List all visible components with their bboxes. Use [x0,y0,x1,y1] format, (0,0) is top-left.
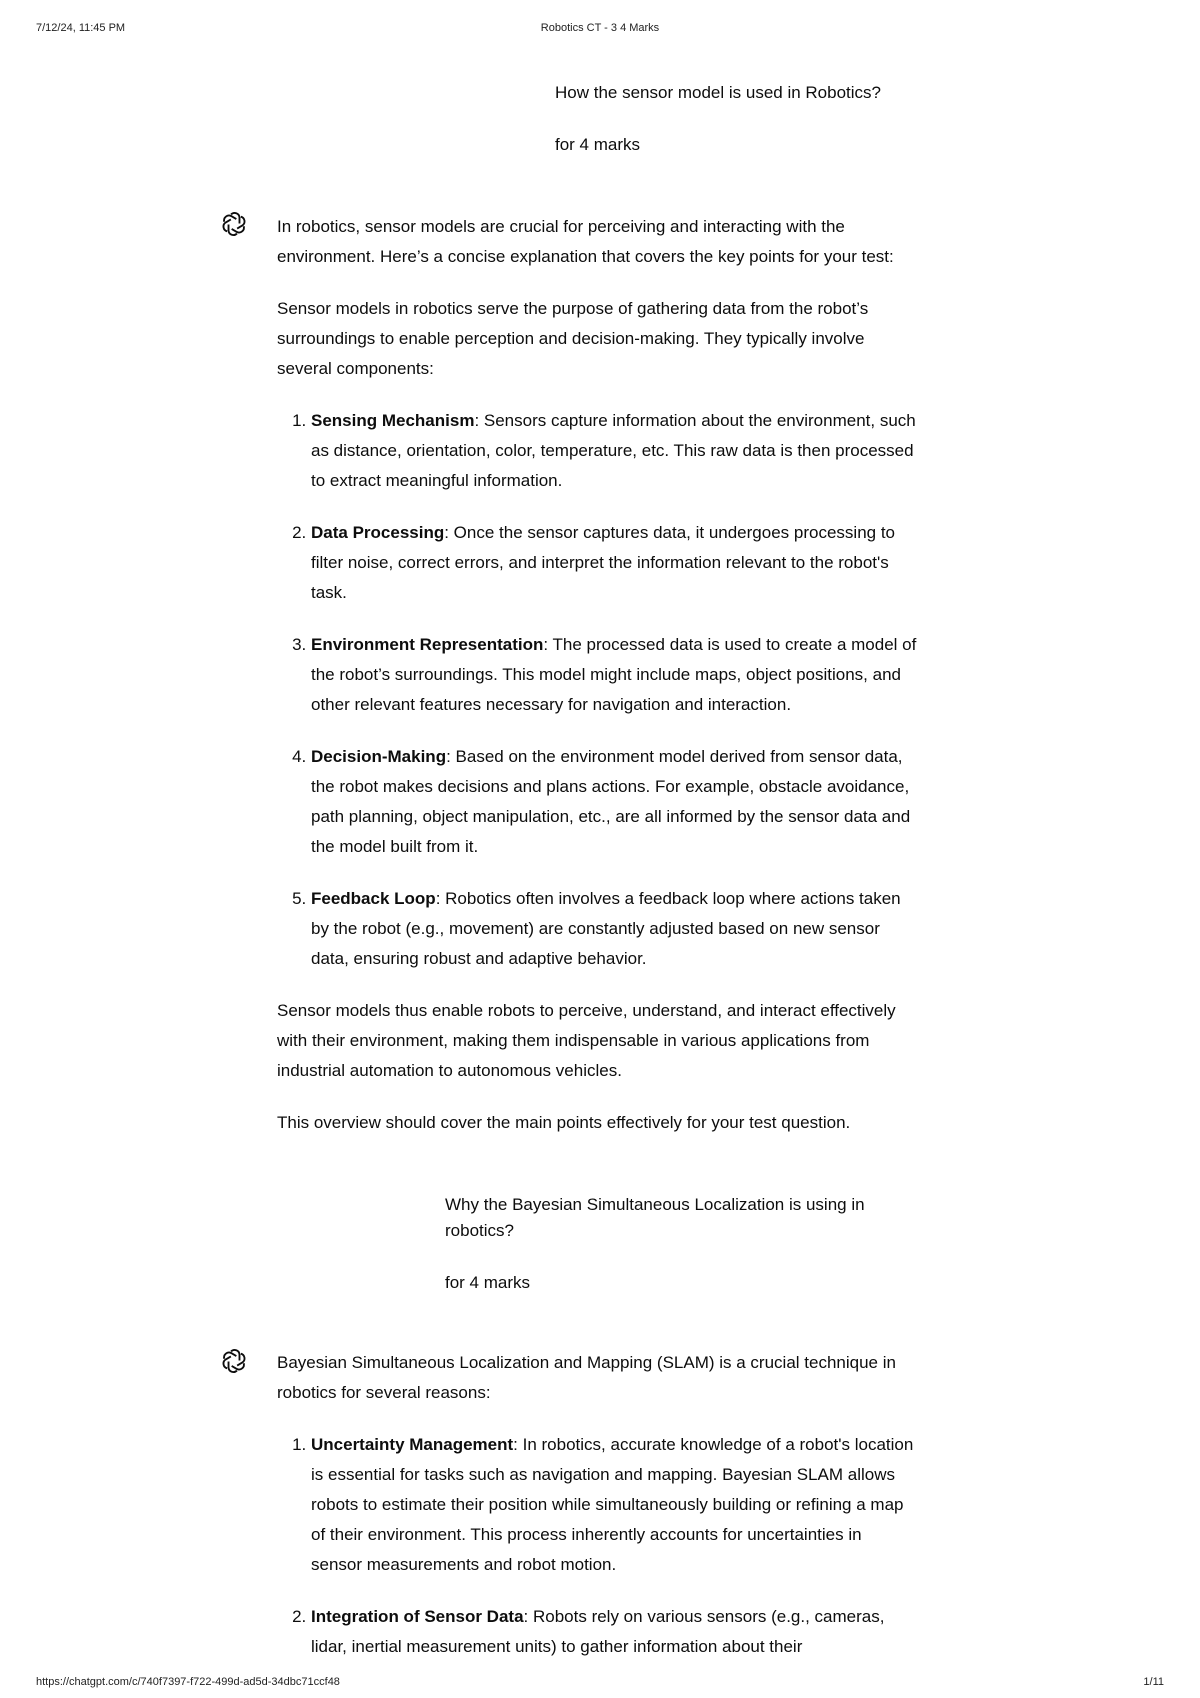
list-item-title: Integration of Sensor Data [311,1607,524,1626]
user-message [445,1192,905,1296]
assistant-conclusion: Sensor models thus enable robots to perceive, understand, and interact effectively with their environment, making them indispensable in various applications from industrial automation to autonomous vehicles. [277,1001,896,1080]
list-item-title: Feedback Loop [311,889,436,908]
print-url: https://chatgpt.com/c/740f7397-f722-499d-ad5d-34dbc71ccf48 [36,1676,340,1688]
print-page-number: 1/11 [1143,1676,1164,1688]
assistant-message [277,212,917,1160]
assistant-intro: In robotics, sensor models are crucial for perceiving and interacting with the environment. Here’s a concise explanation that covers the key points for your test: [277,217,894,266]
list-item-text: : Sensors capture information about the environment, such as distance, orientation, color, temperature, etc. This raw data is then processed to extract meaningful information. [311,411,916,490]
list-item [311,518,917,608]
openai-logo-icon [220,210,248,238]
list-item [311,1430,917,1580]
list-item [311,406,917,496]
list-item-text: : In robotics, accurate knowledge of a robot's location is essential for tasks such as navigation and mapping. Bayesian SLAM allows robots to estimate their position while simultaneously building or refining a map of their environment. This process inherently accounts for uncertainties in sensor measurements and robot motion. [311,1435,914,1574]
list-item-text: : Robotics often involves a feedback loop where actions taken by the robot (e.g., movement) are constantly adjusted based on new sensor data, ensuring robust and adaptive behavior. [311,889,901,968]
list-item [311,1602,917,1662]
list-item [311,630,917,720]
list-item-text: : Based on the environment model derived from sensor data, the robot makes decisions and plans actions. For example, obstacle avoidance, path planning, object manipulation, etc., are all informed by the sensor data and the model built from it. [311,747,911,856]
user-marks: for 4 marks [555,135,641,154]
list-item-title: Data Processing [311,523,445,542]
list-item-text: : Once the sensor captures data, it undergoes processing to filter noise, correct errors, and interpret the information relevant to the robot's task. [311,523,895,602]
list-item [311,742,917,862]
user-question: How the sensor model is used in Robotics? [555,83,881,102]
list-item-text: : Robots rely on various sensors (e.g., cameras, lidar, inertial measurement units) to gather information about their [311,1607,885,1656]
list-item-title: Sensing Mechanism [311,411,475,430]
list-item-text: : The processed data is used to create a model of the robot’s surroundings. This model might include maps, object positions, and other relevant features necessary for navigation and interaction. [311,635,917,714]
list-item [311,884,917,974]
assistant-intro: Bayesian Simultaneous Localization and Mapping (SLAM) is a crucial technique in robotics for several reasons: [277,1353,896,1402]
print-title: Robotics CT - 3 4 Marks [540,22,660,34]
print-header [36,22,1164,38]
list-item-title: Uncertainty Management [311,1435,514,1454]
user-question: Why the Bayesian Simultaneous Localization is using in robotics? [445,1195,865,1240]
assistant-closing: This overview should cover the main points effectively for your test question. [277,1113,851,1132]
openai-logo-icon [220,1347,248,1375]
print-datetime: 7/12/24, 11:45 PM [36,22,126,34]
print-footer [36,1676,1164,1692]
assistant-message [277,1348,917,1684]
numbered-list [277,1430,917,1662]
list-item-title: Decision-Making [311,747,447,766]
list-item-title: Environment Representation [311,635,544,654]
user-marks: for 4 marks [445,1273,531,1292]
assistant-lead: Sensor models in robotics serve the purpose of gathering data from the robot’s surroundings to enable perception and decision-making. They typically involve several components: [277,299,869,378]
user-message [555,80,935,158]
numbered-list [277,406,917,974]
